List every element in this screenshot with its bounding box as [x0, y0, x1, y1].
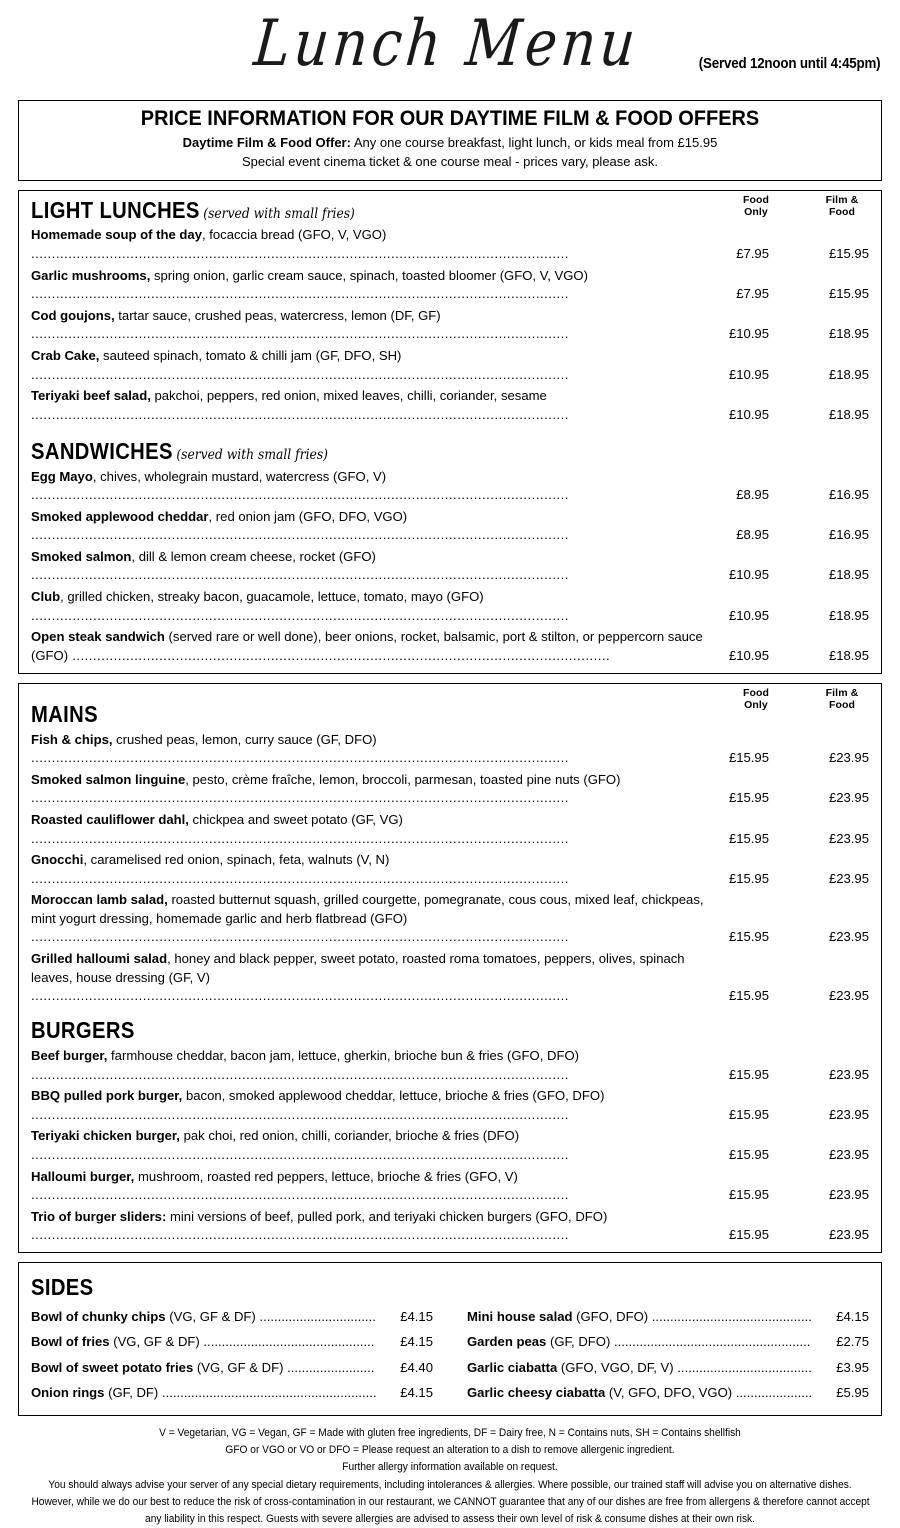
- dot-leader: ..................................................................................................................................: [31, 246, 569, 262]
- column-header-film-food-line1: Film &: [825, 193, 859, 206]
- section-sides: [18, 1262, 882, 1416]
- menu-item-description: [31, 588, 711, 625]
- menu-item-name: Homemade soup of the day: [31, 227, 202, 243]
- allergen-footer-line: You should always advise your server of any special dietary requirements, including intolerances & allergies. Where possible, our trained staff will advise you on alternative dishes.: [48, 1478, 852, 1491]
- price-information-banner: [18, 100, 882, 181]
- price-banner-second-line: Special event cinema ticket & one course meal - prices vary, please ask.: [242, 153, 658, 169]
- price-film-and-food: £23.95: [828, 988, 869, 1004]
- price-food-only: £15.95: [728, 830, 769, 846]
- menu-item-row: [31, 546, 869, 586]
- dot-leader: ..................................................................................................................................: [31, 750, 569, 766]
- section-heading-mains: [31, 702, 768, 727]
- dot-leader: ...............................................: [199, 1334, 375, 1350]
- section-heading-subtitle: (served with small fries): [176, 446, 328, 463]
- light-lunches-item-list: [31, 225, 869, 426]
- side-item-description: [31, 1359, 381, 1378]
- price-film-and-food: £18.95: [828, 326, 869, 342]
- menu-item-name: Smoked salmon linguine: [31, 771, 186, 787]
- side-item-name: Onion rings: [31, 1385, 105, 1401]
- side-item-description: [467, 1333, 817, 1352]
- menu-item-ingredients: roasted butternut squash, grilled courgette, pomegranate, cous cous, mixed leaf, chickpeas, mint yogurt dressing, homemade garlic and herb flatbread (GFO): [31, 892, 704, 926]
- menu-item-description: [31, 1168, 711, 1205]
- menu-header: [0, 0, 900, 100]
- price-film-and-food: £15.95: [828, 286, 869, 302]
- price-film-and-food: £18.95: [828, 406, 869, 422]
- menu-item-name: BBQ pulled pork burger,: [31, 1088, 183, 1104]
- menu-item-description: [31, 1208, 711, 1245]
- column-header-film-and-food: [811, 687, 873, 712]
- price-food-only: £10.95: [728, 326, 769, 342]
- price-food-only: £15.95: [728, 988, 769, 1004]
- side-item-price: £4.15: [400, 1385, 433, 1401]
- dot-leader: ..................................................................................................................................: [31, 527, 569, 543]
- menu-item-ingredients: mushroom, roasted red peppers, lettuce, brioche & fries (GFO, V): [134, 1168, 518, 1184]
- side-item-description: [467, 1359, 817, 1378]
- menu-item-name: Grilled halloumi salad: [31, 951, 168, 966]
- menu-item-row: [31, 729, 869, 769]
- menu-item-name: Club: [31, 589, 61, 605]
- offer-label: Daytime Film & Food Offer:: [182, 135, 351, 150]
- menu-item-ingredients: (served rare or well done), beer onions, rocket, balsamic, port & stilton, or peppercorn sauce (GFO): [31, 629, 703, 663]
- menu-item-name: Open steak sandwich: [31, 629, 165, 645]
- column-header-film-food-line2: Food: [828, 206, 856, 219]
- section-heading-sandwiches: [31, 439, 768, 464]
- side-item-tags: (VG, GF & DF): [109, 1334, 200, 1350]
- menu-item-row: [31, 1086, 869, 1126]
- price-film-and-food: £23.95: [828, 750, 869, 766]
- price-film-and-food: £18.95: [828, 366, 869, 382]
- menu-item-ingredients: , honey and black pepper, sweet potato, roasted roma tomatoes, peppers, olives, spinach leaves, house dressing (GF, V): [31, 951, 685, 985]
- side-item-row: [31, 1355, 433, 1380]
- dot-leader: ......................................................: [610, 1334, 811, 1350]
- price-film-and-food: £23.95: [828, 790, 869, 806]
- menu-item-name: Halloumi burger,: [31, 1168, 135, 1184]
- menu-item-name: Fish & chips,: [31, 731, 113, 747]
- menu-item-name: Cod goujons,: [31, 307, 115, 323]
- menu-item-description: [31, 1087, 711, 1124]
- column-header-food-only-line2: Only: [744, 699, 768, 712]
- menu-item-row: [31, 1206, 869, 1246]
- menu-item-description: [31, 347, 711, 384]
- section-mains-burgers: [18, 683, 882, 1253]
- price-banner-title: PRICE INFORMATION FOR OUR DAYTIME FILM & FOOD OFFERS: [140, 107, 760, 130]
- price-food-only: £15.95: [728, 1146, 769, 1162]
- menu-item-name: Smoked applewood cheddar: [31, 508, 209, 524]
- price-food-only: £15.95: [728, 1106, 769, 1122]
- menu-item-name: Roasted cauliflower dahl,: [31, 811, 189, 827]
- sides-right-column: [467, 1305, 869, 1406]
- section-heading-text: BURGERS: [31, 1017, 135, 1044]
- menu-item-ingredients: , chives, wholegrain mustard, watercress (GFO, V): [92, 468, 387, 484]
- dot-leader: ..................................................................................................................................: [31, 1227, 569, 1243]
- dot-leader: ..................................................................................................................................: [68, 647, 611, 663]
- price-food-only: £15.95: [728, 1187, 769, 1203]
- menu-item-name: Smoked salmon: [31, 548, 132, 564]
- menu-item-description: [31, 628, 711, 665]
- price-film-and-food: £18.95: [828, 647, 869, 663]
- side-item-description: [467, 1384, 817, 1403]
- column-header-food-only-line2: Only: [744, 206, 768, 219]
- menu-item-description: [31, 771, 711, 808]
- menu-item-description: [31, 950, 711, 1006]
- price-film-and-food: £23.95: [828, 1106, 869, 1122]
- section-heading-text: MAINS: [31, 700, 98, 727]
- menu-item-row: [31, 627, 869, 667]
- dot-leader: ..................................................................................................................................: [31, 929, 569, 945]
- dot-leader: ..................................................................................................................................: [31, 607, 569, 623]
- menu-item-description: [31, 851, 711, 888]
- side-item-row: [467, 1381, 869, 1406]
- menu-item-ingredients: , grilled chicken, streaky bacon, guacamole, lettuce, tomato, mayo (GFO): [60, 589, 484, 605]
- menu-item-ingredients: , dill & lemon cream cheese, rocket (GFO): [131, 548, 376, 564]
- price-food-only: £10.95: [728, 567, 769, 583]
- menu-item-name: Garlic mushrooms,: [31, 267, 151, 283]
- menu-item-ingredients: farmhouse cheddar, bacon jam, lettuce, gherkin, brioche bun & fries (GFO, DFO): [107, 1048, 579, 1064]
- menu-item-description: [31, 267, 711, 304]
- sandwiches-item-list: [31, 466, 869, 667]
- menu-item-ingredients: sauteed spinach, tomato & chilli jam (GF, DFO, SH): [99, 347, 402, 363]
- menu-item-ingredients: crushed peas, lemon, curry sauce (GF, DFO): [112, 731, 377, 747]
- side-item-description: [467, 1308, 817, 1327]
- dot-leader: ..................................................................................................................................: [31, 286, 569, 302]
- price-food-only: £15.95: [728, 1227, 769, 1243]
- menu-item-description: [31, 731, 711, 768]
- side-item-row: [31, 1305, 433, 1330]
- price-film-and-food: £23.95: [828, 1066, 869, 1082]
- price-food-only: £7.95: [736, 246, 769, 262]
- menu-item-row: [31, 1046, 869, 1086]
- section-light-lunches-sandwiches: [18, 190, 882, 674]
- price-food-only: £10.95: [728, 406, 769, 422]
- side-item-name: Bowl of chunky chips: [31, 1309, 166, 1324]
- menu-item-row: [31, 305, 869, 345]
- section-heading-text: LIGHT LUNCHES: [31, 196, 200, 223]
- price-food-only: £15.95: [728, 870, 769, 886]
- dot-leader: .....................: [732, 1385, 813, 1401]
- price-film-and-food: £23.95: [828, 870, 869, 886]
- side-item-description: [31, 1308, 381, 1327]
- side-item-name: Garlic ciabatta: [467, 1359, 558, 1375]
- side-item-row: [467, 1330, 869, 1355]
- side-item-tags: (GF, DFO): [546, 1334, 611, 1350]
- column-header-food-only-line1: Food: [742, 686, 770, 699]
- price-film-and-food: £15.95: [828, 246, 869, 262]
- menu-item-name: Teriyaki chicken burger,: [31, 1128, 180, 1144]
- dot-leader: ................................: [255, 1309, 376, 1324]
- side-item-name: Bowl of sweet potato fries: [31, 1359, 194, 1375]
- column-header-film-food-line2: Food: [828, 699, 856, 712]
- side-item-price: £3.95: [836, 1359, 869, 1375]
- price-film-and-food: £23.95: [828, 1146, 869, 1162]
- menu-item-description: [31, 307, 711, 344]
- price-food-only: £8.95: [736, 487, 769, 503]
- dot-leader: ..................................................................................................................................: [31, 487, 569, 503]
- side-item-row: [31, 1330, 433, 1355]
- menu-item-ingredients: tartar sauce, crushed peas, watercress, lemon (DF, GF): [114, 307, 441, 323]
- side-item-tags: (GFO, DFO): [572, 1309, 649, 1324]
- section-heading-burgers: [31, 1018, 768, 1043]
- menu-item-description: [31, 811, 711, 848]
- dot-leader: ..................................................................................................................................: [31, 406, 569, 422]
- price-food-only: £10.95: [728, 647, 769, 663]
- dot-leader: ............................................: [648, 1309, 812, 1324]
- menu-item-description: [31, 468, 711, 505]
- menu-item-row: [31, 506, 869, 546]
- menu-item-ingredients: , pesto, crème fraîche, lemon, broccoli, parmesan, toasted pine nuts (GFO): [185, 771, 621, 787]
- section-heading-text: SANDWICHES: [31, 437, 173, 464]
- side-item-price: £2.75: [836, 1334, 869, 1350]
- side-item-tags: (VG, GF & DF): [165, 1309, 256, 1324]
- menu-item-row: [31, 225, 869, 265]
- dot-leader: ..................................................................................................................................: [31, 988, 569, 1004]
- dot-leader: ..................................................................................................................................: [31, 326, 569, 342]
- dot-leader: ..................................................................................................................................: [31, 870, 569, 886]
- allergen-footer-line: any liability in this respect. Guests with severe allergies are advised to assess their own level of risk & consume dishes at their own risk.: [145, 1512, 755, 1525]
- dot-leader: ..................................................................................................................................: [31, 1146, 569, 1162]
- dot-leader: ..................................................................................................................................: [31, 366, 569, 382]
- side-item-row: [467, 1305, 869, 1330]
- dot-leader: ..................................................................................................................................: [31, 1187, 569, 1203]
- dot-leader: ..................................................................................................................................: [31, 790, 569, 806]
- menu-item-row: [31, 1126, 869, 1166]
- dot-leader: ........................: [283, 1359, 375, 1375]
- menu-item-description: [31, 226, 711, 263]
- side-item-description: [31, 1333, 381, 1352]
- allergen-footer-line: Further allergy information available on request.: [342, 1461, 558, 1474]
- menu-item-row: [31, 809, 869, 849]
- menu-item-row: [31, 466, 869, 506]
- side-item-name: Garden peas: [467, 1334, 547, 1350]
- burgers-item-list: [31, 1046, 869, 1247]
- menu-item-name: Gnocchi: [31, 852, 84, 868]
- price-food-only: £15.95: [728, 929, 769, 945]
- sides-left-column: [31, 1305, 433, 1406]
- section-heading-light-lunches: [31, 198, 768, 223]
- column-header-film-food-line1: Film &: [825, 686, 859, 699]
- menu-item-description: [31, 508, 711, 545]
- price-food-only: £7.95: [736, 286, 769, 302]
- menu-item-description: [31, 1047, 711, 1084]
- side-item-price: £5.95: [836, 1385, 869, 1401]
- price-film-and-food: £23.95: [828, 1187, 869, 1203]
- dot-leader: ..................................................................................................................................: [31, 1066, 569, 1082]
- price-film-and-food: £23.95: [828, 1227, 869, 1243]
- side-item-tags: (GF, DF): [104, 1385, 159, 1401]
- side-item-price: £4.40: [400, 1359, 433, 1375]
- menu-item-description: [31, 1127, 711, 1164]
- menu-item-row: [31, 769, 869, 809]
- menu-item-row: [31, 386, 869, 426]
- allergen-footer-line: However, while we do our best to reduce the risk of cross-contamination in our restaurant, we CANNOT guarantee that any of our dishes are free from allergens & therefore cannot accept: [31, 1495, 870, 1508]
- menu-item-ingredients: , focaccia bread (GFO, V, VGO): [201, 227, 387, 243]
- price-film-and-food: £16.95: [828, 527, 869, 543]
- dot-leader: ..................................................................................................................................: [31, 1106, 569, 1122]
- menu-item-row: [31, 949, 869, 1008]
- dot-leader: .....................................: [673, 1359, 812, 1375]
- price-film-and-food: £23.95: [828, 929, 869, 945]
- side-item-tags: (GFO, VGO, DF, V): [557, 1359, 674, 1375]
- allergen-footer: [31, 1425, 868, 1528]
- column-header-food-only-line1: Food: [742, 193, 770, 206]
- side-item-tags: (V, GFO, DFO, VGO): [605, 1385, 733, 1401]
- price-film-and-food: £18.95: [828, 607, 869, 623]
- page-title: Lunch Menu: [251, 6, 643, 81]
- allergen-footer-line: GFO or VGO or VO or DFO = Please request an alteration to a dish to remove allergenic ingredient.: [225, 1444, 675, 1457]
- price-film-and-food: £18.95: [828, 567, 869, 583]
- menu-item-description: [31, 548, 711, 585]
- menu-item-row: [31, 345, 869, 385]
- price-banner-offer-line: [29, 134, 871, 153]
- price-food-only: £10.95: [728, 366, 769, 382]
- column-header-film-and-food: [811, 194, 873, 219]
- menu-item-row: [31, 890, 869, 949]
- price-food-only: £15.95: [728, 1066, 769, 1082]
- side-item-name: Garlic cheesy ciabatta: [467, 1385, 606, 1401]
- allergen-footer-line: V = Vegetarian, VG = Vegan, GF = Made with gluten free ingredients, DF = Dairy free, N = Contains nuts, SH = Contains shellfish: [159, 1427, 741, 1440]
- side-item-name: Mini house salad: [467, 1309, 573, 1324]
- side-item-row: [467, 1355, 869, 1380]
- side-item-tags: (VG, GF & DF): [193, 1359, 284, 1375]
- price-food-only: £10.95: [728, 607, 769, 623]
- section-heading-text: SIDES: [31, 1274, 94, 1301]
- dot-leader: ...........................................................: [158, 1385, 377, 1401]
- menu-item-ingredients: bacon, smoked applewood cheddar, lettuce, brioche & fries (GFO, DFO): [182, 1088, 605, 1104]
- menu-item-name: Crab Cake,: [31, 347, 100, 363]
- menu-item-ingredients: pak choi, red onion, chilli, coriander, brioche & fries (DFO): [179, 1128, 520, 1144]
- menu-item-ingredients: mini versions of beef, pulled pork, and teriyaki chicken burgers (GFO, DFO): [166, 1208, 608, 1224]
- menu-item-description: [31, 387, 711, 424]
- menu-item-description: [31, 891, 711, 947]
- price-food-only: £8.95: [736, 527, 769, 543]
- menu-item-row: [31, 587, 869, 627]
- dot-leader: ..................................................................................................................................: [31, 567, 569, 583]
- section-heading-subtitle: (served with small fries): [203, 205, 355, 222]
- menu-item-name: Egg Mayo: [31, 468, 93, 484]
- service-hours-note: (Served 12noon until 4:45pm): [698, 56, 880, 72]
- price-film-and-food: £23.95: [828, 830, 869, 846]
- menu-item-ingredients: pakchoi, peppers, red onion, mixed leaves, chilli, coriander, sesame: [150, 388, 547, 404]
- dot-leader: ..................................................................................................................................: [31, 830, 569, 846]
- side-item-price: £4.15: [836, 1309, 869, 1324]
- menu-item-ingredients: , caramelised red onion, spinach, feta, walnuts (V, N): [83, 852, 390, 868]
- offer-text: Any one course breakfast, light lunch, or kids meal from £15.95: [350, 135, 718, 150]
- section-heading-sides: [31, 1275, 768, 1300]
- side-item-description: [31, 1384, 381, 1403]
- price-film-and-food: £16.95: [828, 487, 869, 503]
- side-item-price: £4.15: [400, 1334, 433, 1350]
- side-item-name: Bowl of fries: [31, 1334, 110, 1350]
- sides-columns: [31, 1305, 869, 1406]
- side-item-row: [31, 1381, 433, 1406]
- menu-item-ingredients: , red onion jam (GFO, DFO, VGO): [208, 508, 408, 524]
- menu-item-row: [31, 850, 869, 890]
- menu-item-name: Beef burger,: [31, 1048, 108, 1064]
- price-food-only: £15.95: [728, 750, 769, 766]
- menu-item-name: Moroccan lamb salad,: [31, 892, 168, 908]
- menu-item-ingredients: chickpea and sweet potato (GF, VG): [188, 811, 403, 827]
- price-food-only: £15.95: [728, 790, 769, 806]
- menu-item-name: Trio of burger sliders:: [31, 1208, 167, 1224]
- menu-item-row: [31, 1166, 869, 1206]
- mains-item-list: [31, 729, 869, 1007]
- menu-item-row: [31, 265, 869, 305]
- menu-item-ingredients: spring onion, garlic cream sauce, spinach, toasted bloomer (GFO, V, VGO): [150, 267, 588, 283]
- side-item-price: £4.15: [400, 1309, 433, 1324]
- menu-item-name: Teriyaki beef salad,: [31, 388, 151, 404]
